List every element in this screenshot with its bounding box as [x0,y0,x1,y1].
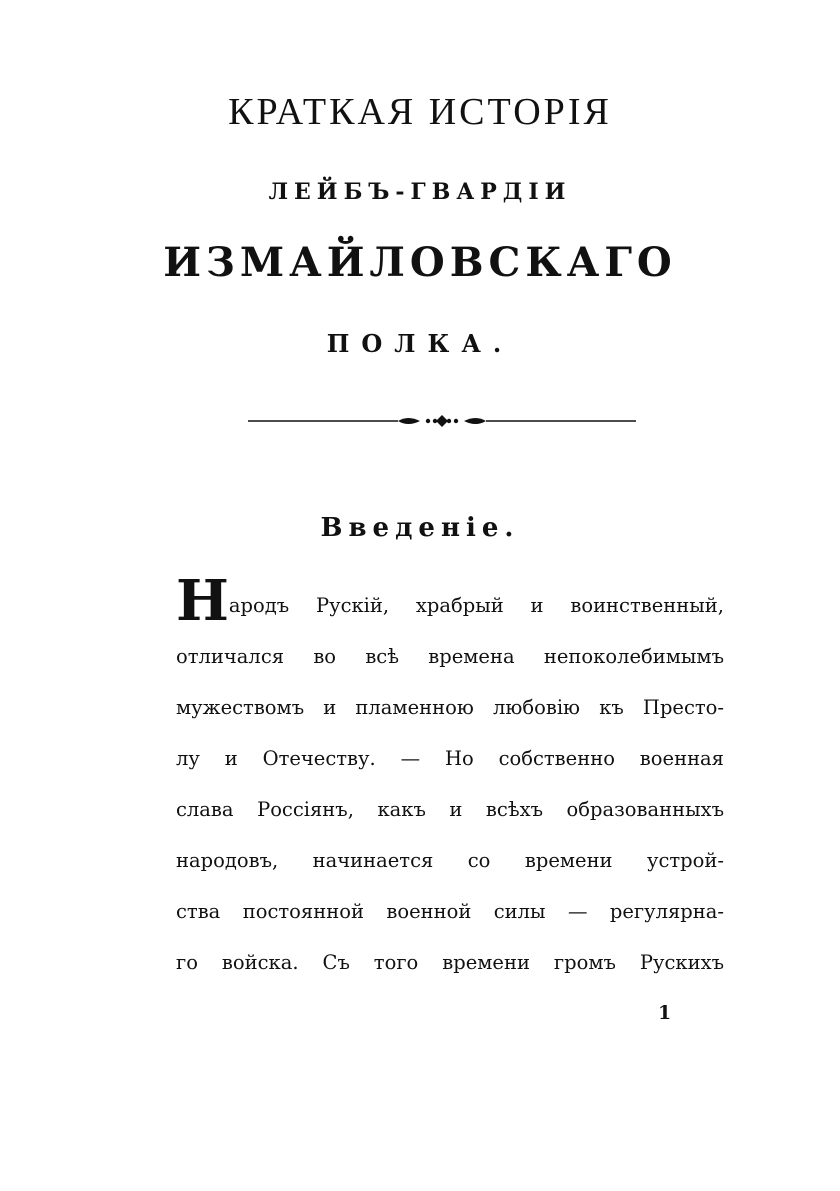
section-heading: Введеніе. [320,513,520,543]
title-line-regiment: ПОЛКА. [326,329,514,358]
paragraph-line: го войска. Съ того времени громъ Рускихъ [176,951,724,974]
ornamental-divider [248,410,636,432]
paragraph-line: отличался во всѣ времена непоколебимымъ [176,645,724,668]
paragraph-line: лу и Отечеству. — Но собственно военная [176,747,724,770]
paragraph-line [176,568,724,634]
page-number: 1 [658,1002,672,1024]
paragraph-line: народовъ, начинается со времени устрой- [176,849,724,872]
drop-cap: Н [176,568,229,634]
paragraph-line-text: ародъ Рускій, храбрый и воинственный, [228,594,724,617]
paragraph-line: мужествомъ и пламенною любовію къ Престо- [176,696,724,719]
title-line-history: КРАТКАЯ ИСТОРІЯ [228,91,612,133]
title-line-guards: ЛЕЙБЪ-ГВАРДІИ [268,179,572,205]
paragraph-line: ства постоянной военной силы — регулярна- [176,900,724,923]
title-line-izmailovsky: ИЗМАЙЛОВСКАГО [163,239,677,286]
paragraph-line: слава Россіянъ, какъ и всѣхъ образованныхъ [176,798,724,821]
